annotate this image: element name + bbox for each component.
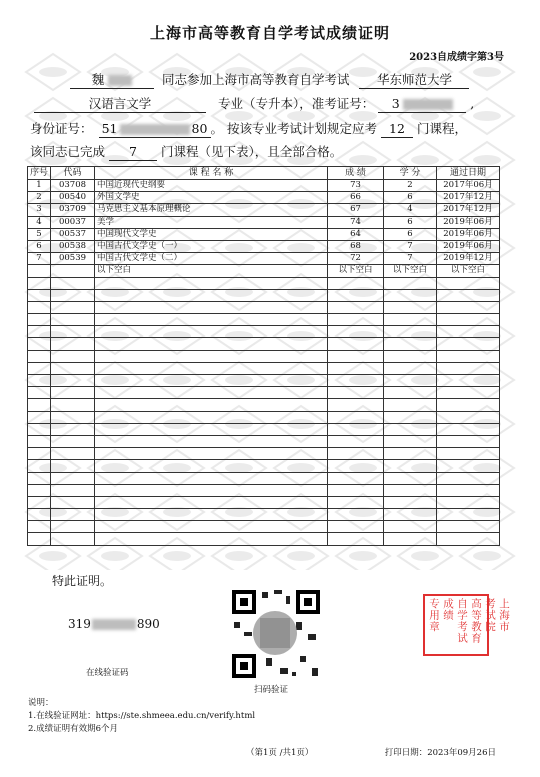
empty-cell xyxy=(437,460,500,472)
empty-cell xyxy=(51,411,95,423)
empty-cell xyxy=(28,375,51,387)
empty-cell xyxy=(437,472,500,484)
cell-pass-date: 2017年12月 xyxy=(437,204,500,216)
empty-cell xyxy=(28,277,51,289)
empty-cell xyxy=(28,472,51,484)
empty-cell xyxy=(51,289,95,301)
empty-cell xyxy=(51,496,95,508)
cell-code: 00538 xyxy=(51,240,95,252)
document-title: 上海市高等教育自学考试成绩证明 xyxy=(149,24,390,42)
empty-cell xyxy=(384,435,437,447)
empty-cell xyxy=(384,448,437,460)
empty-cell xyxy=(437,301,500,313)
empty-cell xyxy=(95,509,328,521)
empty-cell xyxy=(95,411,328,423)
print-date: 打印日期：2023年09月26日 xyxy=(384,748,496,758)
table-row-empty xyxy=(28,448,500,460)
certificate-line-2: 汉语言文学 专业（专升本），准考证号： 3 , xyxy=(34,94,474,113)
empty-cell xyxy=(28,484,51,496)
id-number-field: 51 80 xyxy=(99,121,211,138)
cell-score: 73 xyxy=(328,180,384,192)
header-code: 代码 xyxy=(51,167,95,180)
empty-cell xyxy=(51,314,95,326)
cell-course-name: 中国近现代史纲要 xyxy=(95,180,328,192)
table-row-empty xyxy=(28,435,500,447)
empty-cell xyxy=(437,277,500,289)
empty-cell xyxy=(95,533,328,545)
blank-marker-cell: 以下空白 xyxy=(95,265,328,277)
empty-cell xyxy=(328,277,384,289)
cell-score: 72 xyxy=(328,253,384,265)
empty-cell xyxy=(51,533,95,545)
empty-cell xyxy=(328,326,384,338)
empty-cell xyxy=(384,472,437,484)
empty-cell xyxy=(328,350,384,362)
table-row-empty xyxy=(28,533,500,545)
blank-marker-cell: 以下空白 xyxy=(384,265,437,277)
empty-cell xyxy=(28,387,51,399)
empty-cell xyxy=(384,314,437,326)
cell-code: 03709 xyxy=(51,204,95,216)
empty-cell xyxy=(28,496,51,508)
official-seal-stamp: 专用章 成绩 自学考试 高等教育 考试院 上海市 xyxy=(423,594,489,656)
cell-code: 00037 xyxy=(51,216,95,228)
empty-cell xyxy=(95,435,328,447)
cell-credit: 6 xyxy=(384,192,437,204)
empty-cell xyxy=(51,472,95,484)
empty-cell xyxy=(328,521,384,533)
certificate-line-4: 该同志已完成 7 门课程（见下表），且全部合格。 xyxy=(30,144,343,159)
cell-code: 00537 xyxy=(51,228,95,240)
table-row xyxy=(28,180,500,192)
empty-cell xyxy=(437,521,500,533)
empty-cell xyxy=(95,399,328,411)
cell-score: 74 xyxy=(328,216,384,228)
major-field: 汉语言文学 xyxy=(34,96,206,113)
empty-cell xyxy=(384,399,437,411)
cell-pass-date: 2019年06月 xyxy=(437,216,500,228)
empty-cell xyxy=(328,338,384,350)
blank-marker-cell: 以下空白 xyxy=(328,265,384,277)
empty-cell xyxy=(95,301,328,313)
cell-course-name: 马克思主义基本原理概论 xyxy=(95,204,328,216)
empty-cell xyxy=(28,423,51,435)
empty-cell xyxy=(328,387,384,399)
cell-pass-date: 2019年06月 xyxy=(437,240,500,252)
table-row xyxy=(28,228,500,240)
empty-cell xyxy=(437,399,500,411)
empty-cell xyxy=(328,509,384,521)
empty-cell xyxy=(384,387,437,399)
empty-cell xyxy=(95,326,328,338)
empty-cell xyxy=(328,314,384,326)
empty-cell xyxy=(95,423,328,435)
cell-index: 3 xyxy=(28,204,51,216)
empty-cell xyxy=(28,448,51,460)
empty-cell xyxy=(328,423,384,435)
empty-cell xyxy=(51,362,95,374)
notes-heading: 说明： xyxy=(28,698,54,708)
empty-cell xyxy=(95,375,328,387)
empty-cell xyxy=(328,472,384,484)
online-verification-code: 319 890 xyxy=(68,617,160,631)
cell-code: 03708 xyxy=(51,180,95,192)
empty-cell xyxy=(437,338,500,350)
exam-number-field: 3 xyxy=(378,96,466,113)
empty-cell xyxy=(384,301,437,313)
empty-cell xyxy=(51,265,95,277)
empty-cell xyxy=(437,496,500,508)
table-row-empty xyxy=(28,362,500,374)
empty-cell xyxy=(384,509,437,521)
cell-credit: 2 xyxy=(384,180,437,192)
empty-cell xyxy=(384,521,437,533)
empty-cell xyxy=(384,411,437,423)
empty-cell xyxy=(95,350,328,362)
empty-cell xyxy=(51,435,95,447)
empty-cell xyxy=(51,484,95,496)
empty-cell xyxy=(51,338,95,350)
cell-index: 2 xyxy=(28,192,51,204)
cell-course-name: 中国古代文学史（一） xyxy=(95,240,328,252)
certification-statement: 特此证明。 xyxy=(52,574,113,588)
empty-cell xyxy=(51,375,95,387)
qr-code-icon xyxy=(230,588,322,680)
header-score: 成 绩 xyxy=(328,167,384,180)
empty-cell xyxy=(51,521,95,533)
empty-cell xyxy=(95,362,328,374)
empty-cell xyxy=(328,448,384,460)
table-row xyxy=(28,204,500,216)
table-row-empty xyxy=(28,472,500,484)
empty-cell xyxy=(437,350,500,362)
empty-cell xyxy=(328,301,384,313)
document-number: 2023自成绩字第3号 xyxy=(409,52,504,63)
empty-cell xyxy=(95,338,328,350)
empty-cell xyxy=(51,460,95,472)
header-course-name: 课 程 名 称 xyxy=(95,167,328,180)
empty-cell xyxy=(437,289,500,301)
empty-cell xyxy=(384,350,437,362)
empty-cell xyxy=(51,509,95,521)
certificate-line-3: 身份证号： 51 80 。 按该专业考试计划规定应考 12 门课程， xyxy=(30,121,467,136)
cell-index: 6 xyxy=(28,240,51,252)
empty-cell xyxy=(95,289,328,301)
empty-cell xyxy=(437,314,500,326)
table-row-empty xyxy=(28,496,500,508)
empty-cell xyxy=(28,265,51,277)
empty-cell xyxy=(28,301,51,313)
header-pass-date: 通过日期 xyxy=(437,167,500,180)
cell-credit: 7 xyxy=(384,240,437,252)
table-row-empty xyxy=(28,375,500,387)
level-field: 专升本 xyxy=(255,96,294,111)
table-row-empty xyxy=(28,350,500,362)
empty-cell xyxy=(95,277,328,289)
cell-credit: 6 xyxy=(384,216,437,228)
header-index: 序号 xyxy=(28,167,51,180)
empty-cell xyxy=(51,350,95,362)
empty-cell xyxy=(437,375,500,387)
empty-cell xyxy=(384,496,437,508)
empty-cell xyxy=(328,362,384,374)
empty-cell xyxy=(328,496,384,508)
scan-verification-label: 扫码验证 xyxy=(254,685,289,695)
table-row xyxy=(28,192,500,204)
notes-line-2: 2.成绩证明有效期6个月 xyxy=(28,724,119,734)
university-field: 华东师范大学 xyxy=(359,72,469,89)
cell-pass-date: 2017年06月 xyxy=(437,180,500,192)
empty-cell xyxy=(51,448,95,460)
cell-score: 68 xyxy=(328,240,384,252)
empty-cell xyxy=(384,326,437,338)
empty-cell xyxy=(51,326,95,338)
cell-credit: 4 xyxy=(384,204,437,216)
completed-courses-count: 7 xyxy=(109,144,157,161)
empty-cell xyxy=(51,277,95,289)
cell-score: 66 xyxy=(328,192,384,204)
empty-cell xyxy=(384,338,437,350)
table-row-empty xyxy=(28,484,500,496)
empty-cell xyxy=(95,496,328,508)
empty-cell xyxy=(28,533,51,545)
cell-index: 4 xyxy=(28,216,51,228)
empty-cell xyxy=(328,375,384,387)
cell-course-name: 美学 xyxy=(95,216,328,228)
table-row xyxy=(28,216,500,228)
empty-cell xyxy=(437,326,500,338)
empty-cell xyxy=(328,460,384,472)
required-courses-count: 12 xyxy=(381,121,413,138)
empty-cell xyxy=(51,399,95,411)
empty-cell xyxy=(384,362,437,374)
empty-cell xyxy=(28,338,51,350)
empty-cell xyxy=(328,289,384,301)
cell-index: 5 xyxy=(28,228,51,240)
cell-pass-date: 2019年12月 xyxy=(437,253,500,265)
empty-cell xyxy=(28,326,51,338)
table-row xyxy=(28,240,500,252)
cell-course-name: 中国古代文学史（二） xyxy=(95,253,328,265)
name-field: 魏 xyxy=(70,72,154,89)
table-row-empty xyxy=(28,314,500,326)
table-row-empty xyxy=(28,423,500,435)
certificate-line-1: 魏 同志参加上海市高等教育自学考试 华东师范大学 xyxy=(70,70,469,89)
grades-table xyxy=(27,166,500,546)
empty-cell xyxy=(28,289,51,301)
empty-cell xyxy=(437,423,500,435)
table-row-empty xyxy=(28,411,500,423)
cell-score: 67 xyxy=(328,204,384,216)
empty-cell xyxy=(28,411,51,423)
empty-cell xyxy=(328,484,384,496)
table-row-empty xyxy=(28,521,500,533)
cell-score: 64 xyxy=(328,228,384,240)
cell-index: 1 xyxy=(28,180,51,192)
blank-marker-cell: 以下空白 xyxy=(437,265,500,277)
table-row-empty xyxy=(28,326,500,338)
notes-line-1: 1.在线验证网址：https://ste.shmeea.edu.cn/verify.html xyxy=(28,711,256,721)
page-indicator: （第1页 /共1页） xyxy=(246,748,314,758)
empty-cell xyxy=(384,423,437,435)
table-row-blank-marker xyxy=(28,265,500,277)
header-credit: 学 分 xyxy=(384,167,437,180)
empty-cell xyxy=(437,484,500,496)
empty-cell xyxy=(384,533,437,545)
cell-pass-date: 2017年12月 xyxy=(437,192,500,204)
cell-credit: 7 xyxy=(384,253,437,265)
online-verification-label: 在线验证码 xyxy=(86,668,129,678)
empty-cell xyxy=(28,509,51,521)
empty-cell xyxy=(328,435,384,447)
empty-cell xyxy=(437,411,500,423)
empty-cell xyxy=(95,484,328,496)
empty-cell xyxy=(437,533,500,545)
table-row xyxy=(28,253,500,265)
empty-cell xyxy=(437,387,500,399)
cell-code: 00540 xyxy=(51,192,95,204)
empty-cell xyxy=(95,460,328,472)
empty-cell xyxy=(51,423,95,435)
empty-cell xyxy=(28,350,51,362)
table-row-empty xyxy=(28,289,500,301)
empty-cell xyxy=(384,460,437,472)
table-row-empty xyxy=(28,277,500,289)
empty-cell xyxy=(95,448,328,460)
cell-code: 00539 xyxy=(51,253,95,265)
empty-cell xyxy=(51,301,95,313)
cell-credit: 6 xyxy=(384,228,437,240)
cell-pass-date: 2019年06月 xyxy=(437,228,500,240)
empty-cell xyxy=(328,533,384,545)
empty-cell xyxy=(95,314,328,326)
empty-cell xyxy=(95,472,328,484)
empty-cell xyxy=(328,411,384,423)
empty-cell xyxy=(28,521,51,533)
table-row-empty xyxy=(28,301,500,313)
notes-section xyxy=(28,697,255,736)
table-header-row xyxy=(28,167,500,180)
empty-cell xyxy=(28,435,51,447)
empty-cell xyxy=(437,435,500,447)
empty-cell xyxy=(437,362,500,374)
cell-course-name: 中国现代文学史 xyxy=(95,228,328,240)
empty-cell xyxy=(384,289,437,301)
empty-cell xyxy=(437,509,500,521)
empty-cell xyxy=(28,314,51,326)
empty-cell xyxy=(384,484,437,496)
table-row-empty xyxy=(28,399,500,411)
table-row-empty xyxy=(28,509,500,521)
empty-cell xyxy=(95,387,328,399)
empty-cell xyxy=(384,277,437,289)
table-row-empty xyxy=(28,338,500,350)
empty-cell xyxy=(328,399,384,411)
table-row-empty xyxy=(28,387,500,399)
empty-cell xyxy=(95,521,328,533)
empty-cell xyxy=(28,460,51,472)
table-row-empty xyxy=(28,460,500,472)
cell-index: 7 xyxy=(28,253,51,265)
empty-cell xyxy=(28,362,51,374)
cell-course-name: 外国文学史 xyxy=(95,192,328,204)
empty-cell xyxy=(28,399,51,411)
empty-cell xyxy=(437,448,500,460)
empty-cell xyxy=(384,375,437,387)
empty-cell xyxy=(51,387,95,399)
